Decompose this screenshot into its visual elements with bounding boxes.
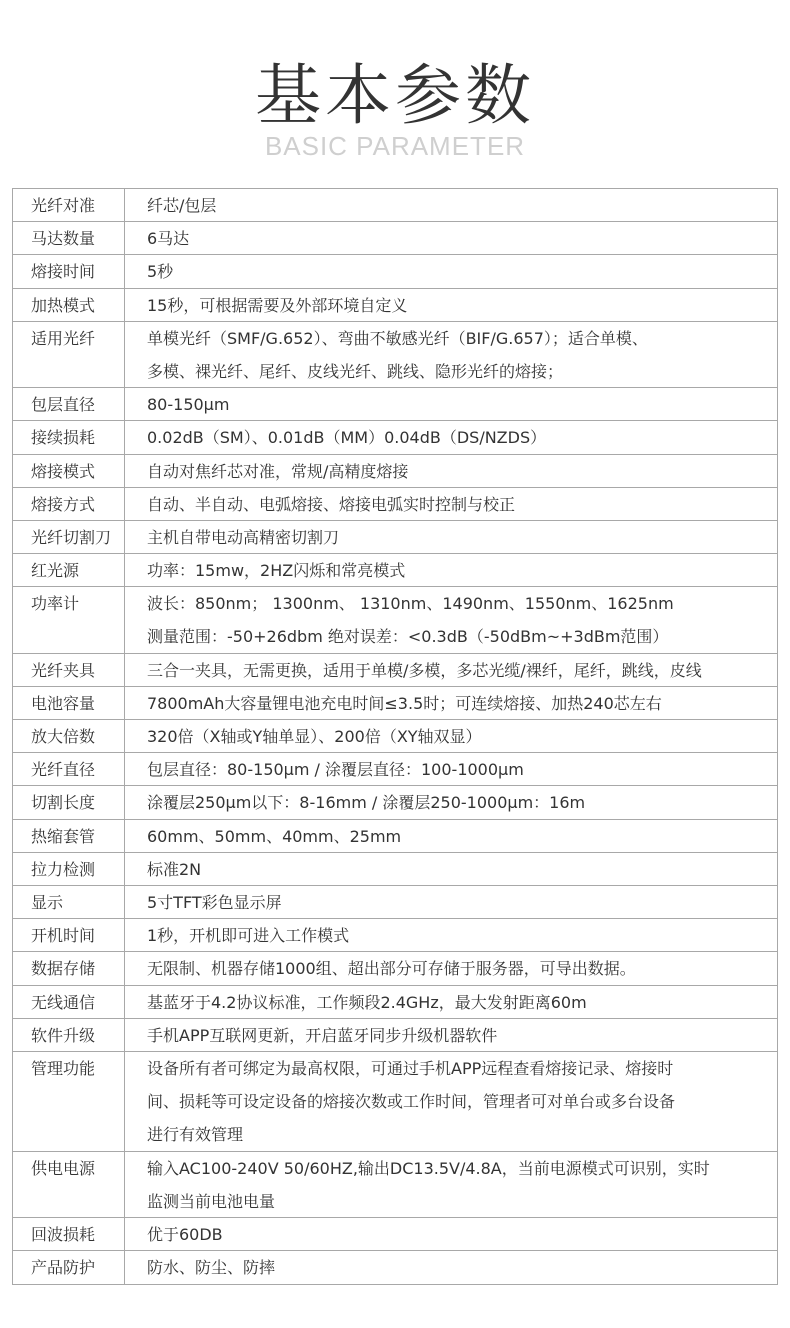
table-row — [13, 720, 777, 753]
row-value-line: 单模光纤（SMF/G.652）、弯曲不敏感光纤（BIF/G.657）；适合单模、 — [147, 328, 648, 348]
row-label: 红光源 — [13, 554, 125, 586]
row-label: 拉力检测 — [13, 853, 125, 885]
table-row — [13, 322, 777, 388]
row-label: 无线通信 — [13, 986, 125, 1018]
table-row — [13, 1019, 777, 1052]
row-value — [125, 388, 777, 420]
row-value-line: 标准2N — [147, 859, 202, 879]
table-row — [13, 222, 777, 255]
page-subtitle: BASIC PARAMETER — [264, 131, 526, 161]
row-value — [125, 322, 777, 387]
row-value-line: 涂覆层250μm以下：8-16mm / 涂覆层250-1000μm：16m — [147, 793, 586, 813]
row-value-line: 优于60DB — [147, 1224, 223, 1244]
row-value — [125, 919, 777, 951]
row-label: 光纤对准 — [13, 189, 125, 221]
table-row — [13, 421, 777, 454]
row-value-line: 防水、防尘、防摔 — [147, 1258, 276, 1278]
row-value-line: 基蓝牙于4.2协议标准，工作频段2.4GHz，最大发射距离60m — [147, 992, 587, 1012]
row-value — [125, 720, 777, 752]
table-row — [13, 255, 777, 288]
table-row — [13, 786, 777, 819]
table-row — [13, 189, 777, 222]
row-value-line: 0.02dB（SM）、0.01dB（MM）0.04dB（DS/NZDS） — [147, 428, 547, 448]
table-row — [13, 1152, 777, 1218]
table-row — [13, 753, 777, 786]
row-value — [125, 820, 777, 852]
table-row — [13, 986, 777, 1019]
table-row — [13, 952, 777, 985]
row-value-line: 纤芯/包层 — [147, 196, 217, 215]
table-row — [13, 455, 777, 488]
row-value-line: 波长：850nm； 1300nm、 1310nm、1490nm、1550nm、1625nm — [147, 594, 674, 614]
row-value — [125, 1218, 777, 1250]
row-value — [125, 521, 777, 553]
row-value — [125, 986, 777, 1018]
row-label: 开机时间 — [13, 919, 125, 951]
row-label: 管理功能 — [13, 1052, 125, 1151]
table-row — [13, 587, 777, 653]
table-row — [13, 554, 777, 587]
row-label: 放大倍数 — [13, 720, 125, 752]
row-label: 产品防护 — [13, 1251, 125, 1284]
row-label: 显示 — [13, 886, 125, 918]
spec-table — [12, 188, 778, 1285]
row-value-line: 7800mAh大容量锂电池充电时间≤3.5时；可连续熔接、加热240芯左右 — [147, 693, 662, 713]
row-label: 马达数量 — [13, 222, 125, 254]
table-row — [13, 1052, 777, 1152]
table-row — [13, 853, 777, 886]
row-value — [125, 853, 777, 885]
row-value-line: 三合一夹具，无需更换，适用于单模/多模，多芯光缆/裸纤，尾纤，跳线，皮线 — [147, 660, 702, 680]
row-label: 热缩套管 — [13, 820, 125, 852]
row-value-line: 主机自带电动高精密切割刀 — [147, 527, 340, 547]
row-value-line: 5寸TFT彩色显示屏 — [147, 892, 282, 912]
row-value — [125, 421, 777, 453]
row-value-line: 进行有效管理 — [147, 1125, 244, 1145]
row-value — [125, 488, 777, 520]
row-value — [125, 255, 777, 287]
table-row — [13, 488, 777, 521]
table-row — [13, 886, 777, 919]
row-label: 回波损耗 — [13, 1218, 125, 1250]
row-label: 加热模式 — [13, 289, 125, 321]
table-row — [13, 1218, 777, 1251]
row-value-line: 5秒 — [147, 262, 174, 282]
row-value — [125, 455, 777, 487]
row-value-line: 1秒，开机即可进入工作模式 — [147, 926, 350, 946]
row-value-line: 设备所有者可绑定为最高权限，可通过手机APP远程查看熔接记录、熔接时 — [147, 1058, 674, 1078]
row-value-line: 80-150μm — [147, 395, 230, 415]
table-row — [13, 654, 777, 687]
row-label: 光纤切割刀 — [13, 521, 125, 553]
row-value-line: 包层直径：80-150μm / 涂覆层直径：100-1000μm — [147, 760, 524, 780]
row-label: 适用光纤 — [13, 322, 125, 387]
table-row — [13, 521, 777, 554]
row-value-line: 无限制、机器存储1000组、超出部分可存储于服务器，可导出数据。 — [147, 959, 636, 979]
row-value-line: 多模、裸光纤、尾纤、皮线光纤、跳线、隐形光纤的熔接； — [147, 361, 564, 381]
row-value — [125, 753, 777, 785]
row-value-line: 输入AC100-240V 50/60HZ,输出DC13.5V/4.8A，当前电源模式可识别，实时 — [147, 1158, 710, 1178]
row-value — [125, 554, 777, 586]
row-value-line: 15秒，可根据需要及外部环境自定义 — [147, 295, 408, 315]
row-value-line: 自动对焦纤芯对准，常规/高精度熔接 — [147, 461, 409, 481]
row-label: 供电电源 — [13, 1152, 125, 1217]
row-value-line: 测量范围：-50+26dbm 绝对误差：<0.3dB（-50dBm~+3dBm范围） — [147, 627, 669, 647]
row-value-line: 320倍（X轴或Y轴单显）、200倍（XY轴双显） — [147, 727, 482, 747]
row-value — [125, 687, 777, 719]
row-value — [125, 222, 777, 254]
row-label: 软件升级 — [13, 1019, 125, 1051]
row-label: 切割长度 — [13, 786, 125, 818]
row-value-line: 60mm、50mm、40mm、25mm — [147, 826, 402, 846]
row-label: 数据存储 — [13, 952, 125, 984]
row-value-line: 间、损耗等可设定设备的熔接次数或工作时间，管理者可对单台或多台设备 — [147, 1092, 676, 1112]
table-row — [13, 820, 777, 853]
row-value — [125, 189, 777, 221]
row-label: 接续损耗 — [13, 421, 125, 453]
row-label: 电池容量 — [13, 687, 125, 719]
row-value — [125, 1052, 777, 1151]
row-value — [125, 952, 777, 984]
row-value — [125, 587, 777, 652]
row-value — [125, 289, 777, 321]
row-value — [125, 1251, 777, 1284]
row-label: 熔接时间 — [13, 255, 125, 287]
page-title: 基本参数 — [255, 57, 535, 134]
row-value-line: 监测当前电池电量 — [147, 1191, 276, 1211]
row-value — [125, 654, 777, 686]
row-value — [125, 1152, 777, 1217]
row-label: 光纤直径 — [13, 753, 125, 785]
row-label: 熔接模式 — [13, 455, 125, 487]
row-label: 熔接方式 — [13, 488, 125, 520]
row-value-line: 功率：15mw，2HZ闪烁和常亮模式 — [147, 561, 406, 581]
table-row — [13, 1251, 777, 1284]
row-label: 光纤夹具 — [13, 654, 125, 686]
table-row — [13, 289, 777, 322]
row-value — [125, 886, 777, 918]
table-row — [13, 388, 777, 421]
row-label: 包层直径 — [13, 388, 125, 420]
row-value — [125, 786, 777, 818]
row-value-line: 自动、半自动、电弧熔接、熔接电弧实时控制与校正 — [147, 494, 516, 514]
row-value-line: 6马达 — [147, 229, 190, 249]
row-value-line: 手机APP互联网更新，开启蓝牙同步升级机器软件 — [147, 1025, 498, 1045]
row-label: 功率计 — [13, 587, 125, 652]
row-value — [125, 1019, 777, 1051]
table-row — [13, 687, 777, 720]
table-row — [13, 919, 777, 952]
